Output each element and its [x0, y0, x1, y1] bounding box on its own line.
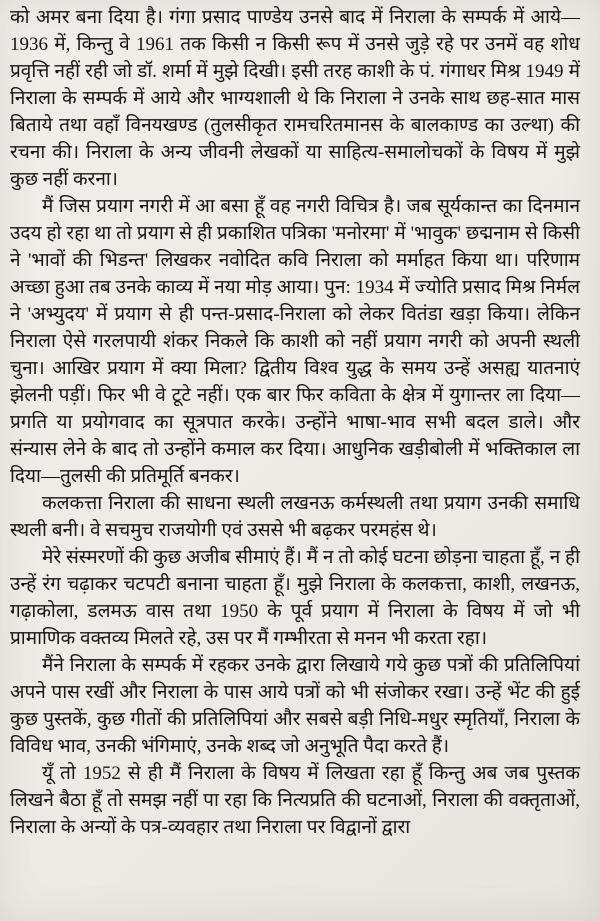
- paragraph: मैं जिस प्रयाग नगरी में आ बसा हूँ वह नगरी विचित्र है। जब सूर्यकान्त का दिनमान उदय हो रहा था तो प्रयाग से ही प्रकाशित पत्रिका 'मनोरमा' में 'भावुक' छद्मनाम से किसी ने 'भावों की भिडन्त' लिखकर नवोदित कवि निराला को मर्माहत किया था। परिणाम अच्छा हुआ तब उनके काव्य में नया मोड़ आया। पुन: 1934 में ज्योति प्रसाद मिश्र निर्मल ने 'अभ्युदय' में प्रयाग से ही पन्त-प्रसाद-निराला को लेकर वितंडा खड़ा किया। लेकिन निराला ऐसे गरलपायी शंकर निकले कि काशी को नहीं प्रयाग नगरी को अपनी स्थली चुना। आखिर प्रयाग में क्या मिला? द्वितीय विश्व युद्ध के समय उन्हें असह्य यातनाएं झेलनी पड़ीं। फिर भी वे टूटे नहीं। एक बार फिर कविता के क्षेत्र में युगान्तर ला दिया—प्रगति या प्रयोगवाद का सूत्रपात करके। उन्होंने भाषा-भाव सभी बदल डाले। और संन्यास लेने के बाद तो उन्होंने कमाल कर दिया। आधुनिक खड़ीबोली में भक्तिकाल ला दिया—तुलसी की प्रतिमूर्ति बनकर।: [10, 196, 580, 487]
- paragraph: को अमर बना दिया है। गंगा प्रसाद पाण्डेय उनसे बाद में निराला के सम्पर्क में आये—1936 में, किन्तु वे 1961 तक किसी न किसी रूप में उनसे जुड़े रहे पर उनमें वह शोध प्रवृत्ति नहीं रही जो डॉ. शर्मा में मुझे दिखी। इसी तरह काशी के पं. गंगाधर मिश्र 1949 में निराला के सम्पर्क में आये और भाग्यशाली थे कि निराला ने उनके साथ छह-सात मास बिताये तथा वहाँ विनयखण्ड (तुलसीकृत रामचरितमानस के बालकाण्ड का उल्था) की रचना की। निराला के अन्य जीवनी लेखकों या साहित्य-समालोचकों के विषय में मुझे कुछ नहीं करना।: [10, 7, 580, 190]
- paragraph: यूँ तो 1952 से ही मैं निराला के विषय में लिखता रहा हूँ किन्तु अब जब पुस्तक लिखने बैठा हूँ तो समझ नहीं पा रहा कि नित्यप्रति की घटनाओं, निराला की वक्तृताओं, निराला के अन्यों के पत्र-व्यवहार तथा निराला पर विद्वानों द्वारा: [10, 763, 580, 838]
- paragraph: मैंने निराला के सम्पर्क में रहकर उनके द्वारा लिखाये गये कुछ पत्रों की प्रतिलिपियां अपने पास रखीं और निराला के पास आये पत्रों को भी संजोकर रखा। उन्हें भेंट की हुई कुछ पुस्तकें, कुछ गीतों की प्रतिलिपियां और सबसे बड़ी निधि-मधुर स्मृतियाँ, निराला के विविध भाव, उनकी भंगिमाएं, उनके शब्द जो अनुभूति पैदा करते हैं।: [10, 655, 580, 757]
- paragraph: मेरे संस्मरणों की कुछ अजीब सीमाएं हैं। मैं न तो कोई घटना छोड़ना चाहता हूँ, न ही उन्हें रंग चढ़ाकर चटपटी बनाना चाहता हूँ। मुझे निराला के कलकत्ता, काशी, लखनऊ, गढ़ाकोला, डलमऊ वास तथा 1950 के पूर्व प्रयाग में निराला के विषय में जो भी प्रामाणिक वक्तव्य मिलते रहे, उस पर मैं गम्भीरता से मनन भी करता रहा।: [10, 547, 580, 649]
- paragraph: कलकत्ता निराला की साधना स्थली लखनऊ कर्मस्थली तथा प्रयाग उनकी समाधि स्थली बनी। वे सचमुच राजयोगी एवं उससे भी बढ़कर परमहंस थे।: [10, 493, 580, 541]
